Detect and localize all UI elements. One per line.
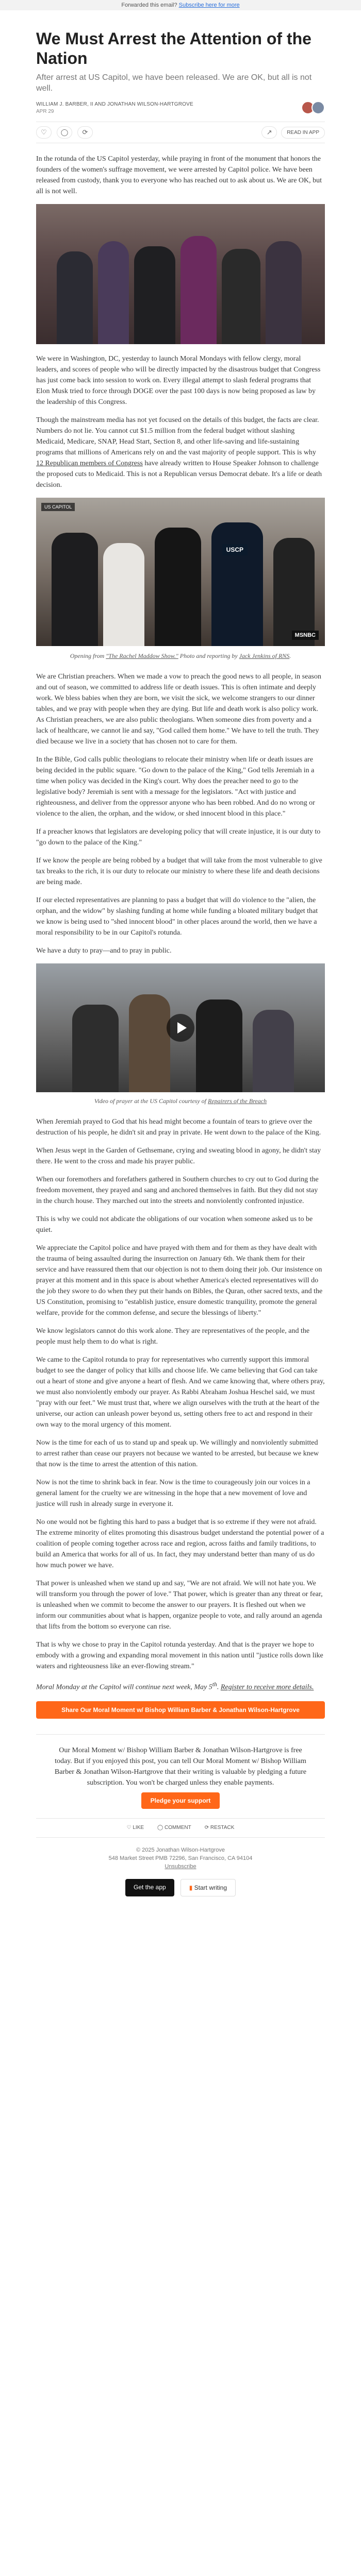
paragraph: In the Bible, God calls public theologians to relocate their ministry when life or death issues are being decided in the public square. "Go down to the palace of the King," God tells Jeremiah in a time when policy was decided in the King's court. Why does the preacher need to go to the legislative body? Jeremiah is sent with a message for the legislators. "Act with justice and righteousness, and deliver from the oppressor anyone who has been robbed. And do no wrong or violence to the alien, the orphan, and the widow, or shed innocent blood in this place."	[36, 756, 315, 818]
paragraph: When our foremothers and forefathers gathered in Southern churches to cry out to God during the freedom movement, they prayed and sang and anchored themselves in faith. But they did not stay in the church house. They marched out into the streets and nonviolently confronted injustice.	[36, 1176, 319, 1205]
like-label: LIKE	[133, 1824, 144, 1831]
comment-button[interactable]	[157, 1824, 191, 1832]
read-in-app-button[interactable]: READ IN APP	[281, 127, 325, 139]
subscribe-link[interactable]: Subscribe here for more	[178, 2, 240, 8]
paragraph-text: have already written to House Speaker Johnson to challenge the proposed cuts to Medicaid. This is not a Republican versus Democrat debate. It's a life or death decision.	[36, 460, 322, 489]
paragraph: This is why we could not abdicate the obligations of our vocation when someone asked us to be quiet.	[36, 1215, 313, 1234]
paragraph: That is why we chose to pray in the Capitol rotunda yesterday. And that is the prayer we hope to embody with a growing and expanding moral movement in this nation until "justice rolls down like waters and righteousness like an ever-flowing stream."	[36, 1641, 323, 1670]
caption-text: .	[289, 652, 291, 659]
photo-msnbc-arrest	[36, 498, 325, 646]
paragraph: We have a duty to pray—and to pray in public.	[36, 947, 172, 955]
pledge-button[interactable]: Pledge your support	[141, 1792, 220, 1809]
paragraph: When Jesus wept in the Garden of Gethsemane, crying and sweating blood in agony, he didn't stay there. He went to the cross and made his prayer public.	[36, 1147, 321, 1165]
note-text: Moral Monday at the Capitol will continue next week, May 5	[36, 1683, 212, 1691]
maddow-link[interactable]: "The Rachel Maddow Show."	[106, 652, 178, 659]
post-subtitle: After arrest at US Capitol, we have been released. We are OK, but all is not well.	[36, 73, 312, 93]
get-app-button[interactable]: Get the app	[125, 1879, 174, 1896]
avatar[interactable]	[311, 101, 325, 114]
moral-monday-note	[36, 1679, 325, 1693]
photo-caption	[36, 652, 325, 660]
paragraph: If a preacher knows that legislators are developing policy that will create injustice, it is our duty to "go down to the palace of the King."	[36, 828, 321, 846]
paragraph: That power is unleashed when we stand up and say, "We are not afraid. We will not hate you. We will transform you through the power of love." That power, which is greater than any threat or fear, is unleashed when we commit to become the answer to our prayers. It is fleshed out when we inform our communities about what is happen, organize people to vote, and rally around an agenda that lifts from the bottom so everyone can rise.	[36, 1580, 323, 1631]
share-icon[interactable]: ↗	[261, 126, 277, 139]
republicans-link[interactable]: 12 Republican members of Congress	[36, 460, 143, 467]
paragraph: We appreciate the Capitol police and have prayed with them and for them as they have dealt with the trauma of being assaulted during the insurrection on January 6th. We thank them for their service and have reassured them that our objection is not to them doing their job. Our insistence on prayer at this moment and in this space is about whether America's elected representatives will do the job they swore to do when they put their hands on Bibles, the Quran, other sacred texts, and the US Constitution, promising to "establish justice, ensure domestic tranquility, promote the general welfare, provide for the common defense, and secure the blessings of liberty."	[36, 1244, 323, 1317]
post-actions	[36, 122, 325, 143]
comment-icon[interactable]: ◯	[57, 126, 72, 139]
share-publication-button[interactable]: Share Our Moral Moment w/ Bishop William Barber & Jonathan Wilson-Hartgrove	[36, 1701, 325, 1719]
comment-label: COMMENT	[165, 1824, 191, 1831]
forwarded-text: Forwarded this email?	[121, 2, 177, 8]
paragraph: If we know the people are being robbed by a budget that will take from the most vulnerable to give tax breaks to the rich, it is our duty to relocate our ministry to where these life and death decisions are being made.	[36, 857, 322, 886]
start-writing-label: Start writing	[194, 1884, 227, 1891]
caption-text: Photo and reporting by	[178, 652, 239, 659]
substack-icon: ▮	[189, 1884, 194, 1891]
repairers-link[interactable]: Repairers of the Breach	[207, 1097, 267, 1105]
paragraph: Now is not the time to shrink back in fear. Now is the time to courageously join our voices in a general lament for the cruelty we are witnessing in the hope that a new movement of love and justice will rush in already surge in everyone it.	[36, 1479, 310, 1508]
video-player[interactable]	[36, 963, 325, 1092]
register-link[interactable]: Register to receive more details.	[220, 1683, 314, 1691]
address: 548 Market Street PMB 72296, San Francisco, CA 94104	[108, 1855, 253, 1861]
paragraph: We are Christian preachers. When we made a vow to preach the good news to all people, in season and out of season, we committed to address life or death issues. This is often intimate and deeply work. We bless babies when they are born, we visit the sick, we welcome strangers to our dinner tables, and we pray with people when they are dying. But life and death work is also policy work. As Christian preachers, we are also public theologians. When someone dies from poverty and a lack of healthcare, we cannot lie and say, "God called them home." We have to tell the truth. They died because we live in a society that has chosen not to care for them.	[36, 673, 321, 745]
paragraph: When Jeremiah prayed to God that his head might become a fountain of tears to grieve over the destruction of his people, he didn't sit and pray in private. He went down to the palace of the King.	[36, 1118, 321, 1137]
share-bar	[36, 1818, 325, 1838]
comment-icon: ◯	[157, 1824, 165, 1831]
paragraph: We know legislators cannot do this work alone. They are representatives of the people, and the people must help them to do what is right.	[36, 1327, 310, 1346]
uscp-label: USCP	[222, 544, 248, 555]
copyright: © 2025 Jonathan Wilson-Hartgrove	[136, 1846, 225, 1853]
post-title: We Must Arrest the Attention of the Nation	[36, 29, 311, 67]
restack-icon[interactable]: ⟳	[77, 126, 93, 139]
note-sup: th	[212, 1681, 217, 1688]
byline[interactable]: WILLIAM J. BARBER, II AND JONATHAN WILSON-HARTGROVE	[36, 101, 193, 107]
restack-label: RESTACK	[210, 1824, 235, 1831]
msnbc-logo: MSNBC	[292, 631, 319, 640]
tv-bug: US CAPITOL	[41, 503, 75, 511]
video-caption	[36, 1097, 325, 1105]
post-date: APR 29	[36, 108, 54, 114]
caption-text: Video of prayer at the US Capitol courtesy of	[94, 1097, 208, 1105]
paragraph: In the rotunda of the US Capitol yesterday, while praying in front of the monument that honors the founders of the women's suffrage movement, we were arrested by Capitol police. We have been released from custody, thank you to everyone who has reached out to ask about us. We are OK, but all is not well.	[36, 155, 322, 195]
paragraph: If our elected representatives are planning to pass a budget that will do violence to the "alien, the orphan, and the widow" by slashing funding at home while funding a bloated military budget that we know is being used to "shed innocent blood" in other places around the world, then we have a moral responsibility to be in our Capitol's rotunda.	[36, 896, 318, 937]
paragraph: No one would not be fighting this hard to pass a budget that is so extreme if they were not afraid. The extreme minority of elites promoting this disastrous budget understand the potential power of a coalition of people coming together across race and region, across faiths and family traditions, to build an America that works for all of us. In fact, they may understand better than many of us do how much power we have.	[36, 1518, 324, 1569]
play-icon[interactable]	[167, 1014, 194, 1042]
pledge-text: Our Moral Moment w/ Bishop William Barber & Jonathan Wilson-Hartgrove is free today. But if you enjoyed this post, you can tell Our Moral Moment w/ Bishop William Barber & Jonathan Wilson-Hartgrove that their writing is valuable by pledging a future subscription. You won't be charged unless they enable payments.	[54, 1746, 307, 1787]
caption-text: Opening from	[70, 652, 106, 659]
forwarded-banner	[0, 0, 361, 10]
start-writing-button[interactable]	[180, 1879, 236, 1896]
heart-icon: ♡	[126, 1824, 133, 1831]
footer	[36, 1734, 325, 1896]
photo-capitol-arrest	[36, 204, 325, 344]
heart-icon[interactable]: ♡	[36, 126, 52, 139]
note-text: .	[217, 1683, 221, 1691]
restack-icon: ⟳	[204, 1824, 210, 1831]
paragraph: We were in Washington, DC, yesterday to launch Moral Mondays with fellow clergy, moral leaders, and scores of people who will be directly impacted by the disastrous budget that Congress has just come back into session to work on. Every illegal attempt to slash federal programs that Elon Musk tried to force through DOGE over the past 100 days is now being proposed as law by the leadership of this Congress.	[36, 355, 321, 406]
like-button[interactable]	[127, 1824, 144, 1832]
paragraph: Now is the time for each of us to stand up and speak up. We willingly and nonviolently submitted to arrest rather than cease our prayers not because we wanted to be arrested, but because we knew that now is the time to arrest the attention of this nation.	[36, 1439, 319, 1468]
rns-link[interactable]: Jack Jenkins of RNS	[239, 652, 290, 659]
paragraph: We came to the Capitol rotunda to pray for representatives who currently support this immoral budget to see the danger of policy that kills and choose life. We came believing that God can take out a heart of stone and give anyone a heart of flesh. And we came knowing that, where others pray, we must also nonviolently embody our prayer. As Rabbi Abraham Joshua Heschel said, we must "pray with our feet." We must trust that, where we align ourselves with the truth at the heart of the universe, our action can unleash power beyond us, setting others free to act and respond in their own way to the moral urgency of this moment.	[36, 1356, 325, 1429]
paragraph-text: Though the mainstream media has not yet focused on the details of this budget, the facts are clear. Numbers do not lie. You cannot cut $1.5 million from the federal budget without slashing Medicaid, Medicare, SNAP, Head Start, Section 8, and other life-saving and life-sustaining programs that millions of Americans rely on and the vast majority of people support. This is why	[36, 416, 319, 456]
restack-button[interactable]	[205, 1824, 235, 1832]
unsubscribe-link[interactable]: Unsubscribe	[165, 1863, 196, 1870]
paragraph	[36, 415, 325, 490]
